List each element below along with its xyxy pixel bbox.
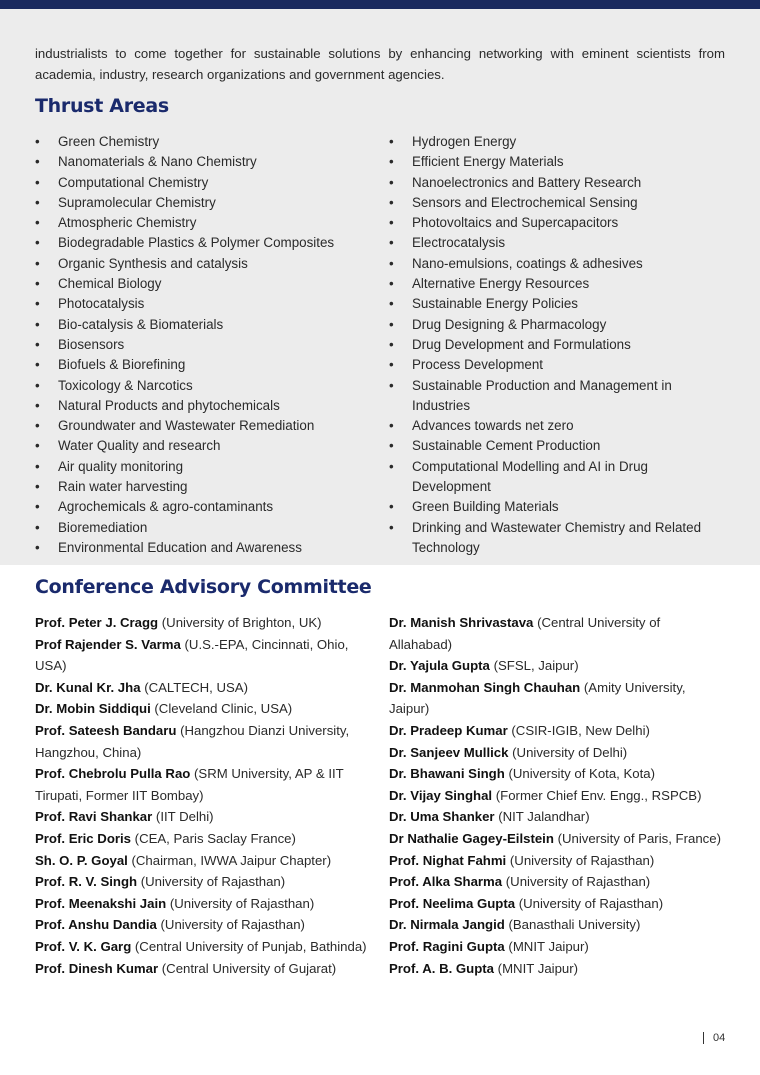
member-name: Dr Nathalie Gagey-Eilstein bbox=[389, 830, 554, 846]
committee-member bbox=[35, 828, 370, 850]
member-affiliation: (University of Kota, Kota) bbox=[504, 766, 656, 782]
list-item: • Supramolecular Chemistry bbox=[35, 193, 380, 213]
member-name: Prof. R. V. Singh bbox=[35, 874, 138, 890]
committee-member bbox=[35, 850, 370, 872]
list-item: • Photocatalysis bbox=[35, 294, 380, 314]
member-affiliation: (U.S.-EPA, Cincinnati, Ohio, USA) bbox=[35, 636, 349, 674]
committee-member bbox=[389, 655, 724, 677]
committee-list-left bbox=[35, 612, 370, 979]
member-affiliation: (University of Rajasthan) bbox=[166, 895, 315, 911]
committee-member bbox=[389, 893, 724, 915]
committee-member bbox=[35, 871, 370, 893]
member-affiliation: (CSIR-IGIB, New Delhi) bbox=[507, 722, 650, 738]
list-item: • Process Development bbox=[389, 355, 729, 375]
list-item: • Sustainable Cement Production bbox=[389, 436, 729, 456]
committee-member bbox=[389, 677, 724, 720]
member-affiliation: (Hangzhou Dianzi University, Hangzhou, China) bbox=[35, 722, 350, 760]
committee-member bbox=[389, 720, 724, 742]
list-item: • Biofuels & Biorefining bbox=[35, 355, 380, 375]
member-name: Prof. A. B. Gupta bbox=[389, 960, 495, 976]
member-affiliation: (University of Paris, France) bbox=[553, 830, 721, 846]
list-item: • Alternative Energy Resources bbox=[389, 274, 729, 294]
page-number: 04 bbox=[703, 1032, 725, 1044]
list-item: • Biosensors bbox=[35, 335, 380, 355]
member-name: Prof. Neelima Gupta bbox=[389, 895, 516, 911]
member-name: Sh. O. P. Goyal bbox=[35, 852, 128, 868]
member-affiliation: (University of Rajasthan) bbox=[502, 874, 651, 890]
member-affiliation: (IIT Delhi) bbox=[152, 809, 214, 825]
list-item: • Sensors and Electrochemical Sensing bbox=[389, 193, 729, 213]
list-item: • Bio-catalysis & Biomaterials bbox=[35, 315, 380, 335]
top-bar bbox=[0, 0, 760, 9]
list-item: • Natural Products and phytochemicals bbox=[35, 396, 380, 416]
member-name: Dr. Kunal Kr. Jha bbox=[35, 679, 141, 695]
committee-member bbox=[389, 828, 724, 850]
member-name: Dr. Manish Shrivastava bbox=[389, 615, 534, 630]
list-item: • Drug Development and Formulations bbox=[389, 335, 729, 355]
list-item: • Drinking and Wastewater Chemistry and Related Technology bbox=[389, 518, 729, 559]
committee-heading: Conference Advisory Committee bbox=[35, 576, 372, 598]
list-item: • Chemical Biology bbox=[35, 274, 380, 294]
list-item: • Nanomaterials & Nano Chemistry bbox=[35, 152, 380, 172]
member-name: Prof. Ragini Gupta bbox=[389, 938, 505, 954]
member-affiliation: (University of Rajasthan) bbox=[137, 874, 286, 890]
list-item: • Drug Designing & Pharmacology bbox=[389, 315, 729, 335]
committee-member bbox=[35, 806, 370, 828]
member-name: Prof Rajender S. Varma bbox=[35, 636, 181, 652]
member-affiliation: (Banasthali University) bbox=[504, 917, 641, 933]
committee-list-right bbox=[389, 612, 724, 979]
list-item: • Hydrogen Energy bbox=[389, 132, 729, 152]
committee-member bbox=[389, 958, 724, 980]
committee-member bbox=[389, 871, 724, 893]
member-name: Prof. Anshu Dandia bbox=[35, 917, 157, 933]
list-item: • Sustainable Production and Management in Industries bbox=[389, 376, 729, 417]
committee-member bbox=[35, 634, 370, 677]
committee-member bbox=[35, 936, 370, 958]
list-item: • Bioremediation bbox=[35, 518, 380, 538]
committee-member bbox=[389, 785, 724, 807]
member-affiliation: (Central University of Gujarat) bbox=[158, 960, 337, 976]
member-name: Prof. Sateesh Bandaru bbox=[35, 722, 177, 738]
list-item: • Rain water harvesting bbox=[35, 477, 380, 497]
committee-member bbox=[389, 742, 724, 764]
member-name: Prof. V. K. Garg bbox=[35, 938, 132, 954]
member-affiliation: (University of Brighton, UK) bbox=[158, 615, 322, 630]
member-affiliation: (CEA, Paris Saclay France) bbox=[131, 830, 296, 846]
committee-member bbox=[389, 612, 724, 655]
committee-member bbox=[389, 936, 724, 958]
thrust-areas-heading: Thrust Areas bbox=[35, 95, 169, 117]
member-name: Prof. Alka Sharma bbox=[389, 874, 503, 890]
member-name: Dr. Manmohan Singh Chauhan bbox=[389, 679, 581, 695]
list-item: • Nanoelectronics and Battery Research bbox=[389, 173, 729, 193]
list-item: • Groundwater and Wastewater Remediation bbox=[35, 416, 380, 436]
member-affiliation: (University of Rajasthan) bbox=[515, 895, 664, 911]
committee-member bbox=[35, 720, 370, 763]
member-affiliation: (University of Rajasthan) bbox=[156, 917, 305, 933]
member-affiliation: (NIT Jalandhar) bbox=[494, 809, 590, 825]
member-name: Dr. Vijay Singhal bbox=[389, 787, 493, 803]
member-affiliation: (SRM University, AP & IIT Tirupati, Former IIT Bombay) bbox=[35, 766, 344, 803]
list-item: • Biodegradable Plastics & Polymer Composites bbox=[35, 233, 380, 253]
member-affiliation: (Cleveland Clinic, USA) bbox=[150, 701, 293, 717]
member-name: Dr. Nirmala Jangid bbox=[389, 917, 505, 933]
member-name: Prof. Peter J. Cragg bbox=[35, 615, 159, 630]
member-name: Prof. Dinesh Kumar bbox=[35, 960, 159, 976]
list-item: • Environmental Education and Awareness bbox=[35, 538, 380, 558]
member-name: Dr. Mobin Siddiqui bbox=[35, 701, 151, 717]
member-affiliation: (University of Delhi) bbox=[508, 744, 628, 760]
list-item: • Computational Chemistry bbox=[35, 173, 380, 193]
committee-member bbox=[35, 958, 370, 980]
list-item: • Organic Synthesis and catalysis bbox=[35, 254, 380, 274]
committee-member bbox=[389, 850, 724, 872]
list-item: • Atmospheric Chemistry bbox=[35, 213, 380, 233]
member-name: Prof. Nighat Fahmi bbox=[389, 852, 507, 868]
intro-paragraph: industrialists to come together for sustainable solutions by enhancing networking with eminent scientists from academia, industry, research organizations and government agencies. bbox=[35, 46, 725, 82]
list-item: • Green Building Materials bbox=[389, 497, 729, 517]
member-affiliation: (Chairman, IWWA Jaipur Chapter) bbox=[127, 852, 332, 868]
list-item: • Advances towards net zero bbox=[389, 416, 729, 436]
member-name: Prof. Chebrolu Pulla Rao bbox=[35, 766, 191, 782]
member-name: Dr. Pradeep Kumar bbox=[389, 722, 508, 738]
member-affiliation: (Former Chief Env. Engg., RSPCB) bbox=[492, 787, 702, 803]
member-affiliation: (Central University of Allahabad) bbox=[389, 615, 661, 652]
member-name: Dr. Yajula Gupta bbox=[389, 658, 490, 674]
member-affiliation: (MNIT Jaipur) bbox=[504, 938, 589, 954]
committee-member bbox=[35, 612, 370, 634]
member-name: Dr. Bhawani Singh bbox=[389, 766, 505, 782]
committee-member bbox=[35, 914, 370, 936]
list-item: • Sustainable Energy Policies bbox=[389, 294, 729, 314]
committee-member bbox=[389, 914, 724, 936]
thrust-areas-list-left bbox=[35, 132, 380, 558]
member-affiliation: (MNIT Jaipur) bbox=[494, 960, 579, 976]
list-item: • Toxicology & Narcotics bbox=[35, 376, 380, 396]
list-item: • Nano-emulsions, coatings & adhesives bbox=[389, 254, 729, 274]
member-name: Prof. Ravi Shankar bbox=[35, 809, 153, 825]
member-name: Prof. Meenakshi Jain bbox=[35, 895, 167, 911]
list-item: • Computational Modelling and AI in Drug Development bbox=[389, 457, 729, 498]
committee-member bbox=[35, 763, 370, 806]
list-item: • Efficient Energy Materials bbox=[389, 152, 729, 172]
thrust-areas-list-right bbox=[389, 132, 729, 558]
member-affiliation: (Amity University, Jaipur) bbox=[389, 679, 686, 717]
committee-member bbox=[389, 806, 724, 828]
list-item: • Water Quality and research bbox=[35, 436, 380, 456]
member-affiliation: (SFSL, Jaipur) bbox=[489, 658, 579, 674]
member-affiliation: (Central University of Punjab, Bathinda) bbox=[131, 938, 367, 954]
list-item: • Air quality monitoring bbox=[35, 457, 380, 477]
list-item: • Photovoltaics and Supercapacitors bbox=[389, 213, 729, 233]
list-item: • Electrocatalysis bbox=[389, 233, 729, 253]
member-name: Dr. Sanjeev Mullick bbox=[389, 744, 509, 760]
member-name: Prof. Eric Doris bbox=[35, 830, 132, 846]
member-affiliation: (CALTECH, USA) bbox=[140, 679, 248, 695]
member-name: Dr. Uma Shanker bbox=[389, 809, 495, 825]
list-item: • Agrochemicals & agro-contaminants bbox=[35, 497, 380, 517]
list-item: • Green Chemistry bbox=[35, 132, 380, 152]
committee-member bbox=[35, 677, 370, 699]
committee-member bbox=[35, 893, 370, 915]
committee-member bbox=[35, 698, 370, 720]
committee-member bbox=[389, 763, 724, 785]
member-affiliation: (University of Rajasthan) bbox=[506, 852, 655, 868]
